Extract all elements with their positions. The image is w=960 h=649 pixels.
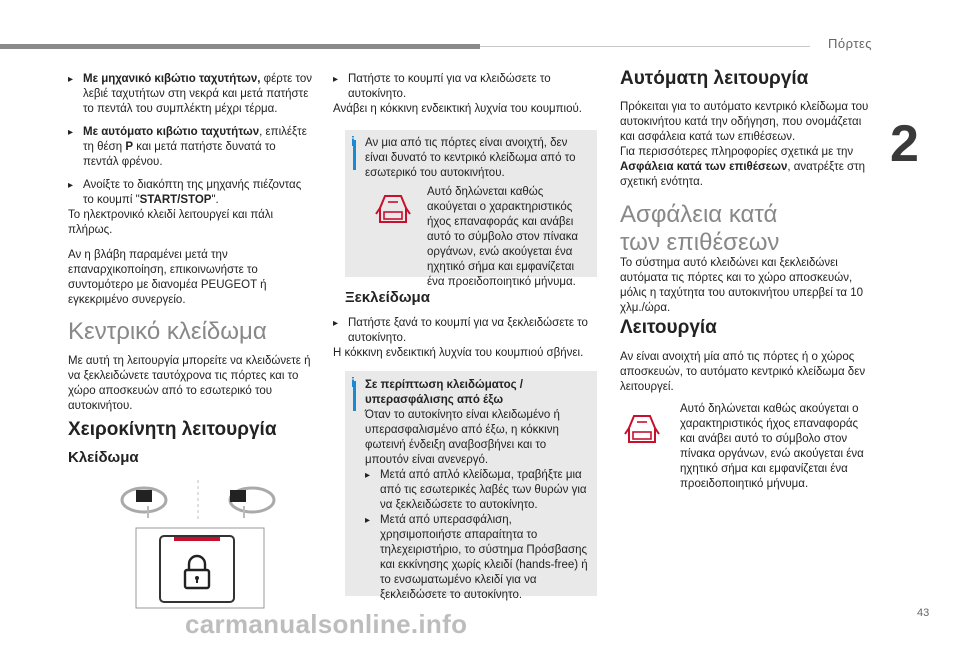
column-1 [68, 72, 313, 308]
bullet-icon: ▸ [68, 180, 74, 191]
steering-wheel-icon [230, 488, 274, 518]
heading-anti-attack-safety: Ασφάλεια κατά των επιθέσεων [620, 201, 780, 256]
watermark: carmanualsonline.info [185, 609, 468, 639]
car-door-warning-icon [375, 192, 411, 228]
heading-operation: Λειτουργία [620, 317, 717, 338]
body-text: Το ηλεκτρονικό κλειδί λειτουργεί και πάλι πλήρως. [68, 209, 274, 236]
bullet-icon: ▸ [365, 515, 371, 526]
bullet-icon: ▸ [68, 74, 74, 85]
column-2-top [333, 72, 595, 117]
operation-text: Αν είναι ανοιχτή μία από τις πόρτες ή ο χώρος αποσκευών, το αυτόματο κεντρικό κλείδωμα δεν λειτουργεί. [620, 351, 866, 393]
body-text: Αν η βλάβη παραμένει μετά την επαναρχικοποίηση, επικοινωνήστε το συντομότερο με διανομέα PEUGEOT ή εγκεκριμένο συνεργείο. [68, 249, 267, 306]
list-item: ▸ Με αυτόματο κιβώτιο ταχυτήτων, επιλέξτε τη θέση P και μετά πατήστε δυνατά το πεντάλ φρένου. [68, 126, 307, 168]
heading-automatic-operation: Αυτόματη λειτουργία [620, 68, 809, 89]
warning-text: Αυτό δηλώνεται καθώς ακούγεται ο χαρακτηριστικός ήχος επαναφοράς και ανάβει αυτό το σύμβολο στον πίνακα οργάνων, ενώ ακούγεται ένα ηχητικό σήμα και εμφανίζεται ένα προειδοποιητικό μήνυμα. [680, 403, 864, 490]
info-text: Αν μια από τις πόρτες είναι ανοιχτή, δεν είναι δυνατό το κεντρικό κλείδωμα από το εσωτερικό του αυτοκινήτου. [365, 137, 576, 179]
info-text: Όταν το αυτοκίνητο είναι κλειδωμένο ή υπερασφαλισμένο από έξω, η κόκκινη φωτεινή ένδειξη αναβοσβήνει και το μπουτόν είναι ανενεργό. [365, 409, 560, 466]
bullet-icon: ▸ [365, 470, 371, 481]
dashboard-illustration [110, 478, 290, 610]
automatic-text: Πρόκειται για το αυτόματο κεντρικό κλείδωμα του αυτοκινήτου κατά την οδήγηση, που ονομάζεται και ασφάλεια κατά των επιθέσεων. Για περισσότερες πληροφορίες σχετικά με την Ασφάλεια κατά των επιθέσεων, ανατρέξτε στη σχετική ενότητα. [620, 101, 869, 188]
bullet-icon: ▸ [333, 74, 339, 85]
warning-text: Αυτό δηλώνεται καθώς ακούγεται ο χαρακτηριστικός ήχος επαναφοράς και ανάβει αυτό το σύμβολο στον πίνακα οργάνων, ενώ ακούγεται ένα ηχητικό σήμα και εμφανίζεται ένα προειδοποιητικό μήνυμα. [427, 186, 578, 288]
heading-unlocking: Ξεκλείδωμα [345, 289, 430, 306]
heading-central-locking: Κεντρικό κλείδωμα [68, 318, 267, 345]
body-text: Ανάβει η κόκκινη ενδεικτική λυχνία του κουμπιού. [333, 103, 582, 115]
safety-text: Το σύστημα αυτό κλειδώνει και ξεκλειδώνει αυτόματα τις πόρτες και το χώρο αποσκευών, μόλις η ταχύτητα του αυτοκινήτου υπερβεί τα 10 χλμ./ώρα. [620, 257, 864, 314]
list-item: ▸ Πατήστε το κουμπί για να κλειδώσετε το αυτοκίνητο. [333, 73, 551, 100]
info-content [365, 378, 593, 603]
heading-locking: Κλείδωμα [68, 449, 139, 466]
central-locking-text: Με αυτή τη λειτουργία μπορείτε να κλειδώνετε ή να ξεκλειδώνετε ταυτόχρονα τις πόρτες και το χώρο αποσκευών από το εσωτερικό του αυτοκινήτου. [68, 355, 311, 412]
list-item: ▸ Πατήστε ξανά το κουμπί για να ξεκλειδώσετε το αυτοκίνητο. [333, 317, 588, 344]
body-text: Η κόκκινη ενδεικτική λυχνία του κουμπιού σβήνει. [333, 347, 584, 359]
bullet-icon: ▸ [333, 318, 339, 329]
list-item: ▸ Ανοίξτε το διακόπτη της μηχανής πιέζοντας το κουμπί "START/STOP". [68, 179, 302, 206]
info-title: Σε περίπτωση κλειδώματος / υπερασφάλισης από έξω [365, 379, 524, 406]
steering-wheel-icon [122, 488, 166, 518]
list-item: ▸ Μετά από απλό κλείδωμα, τραβήξτε μια από τις εσωτερικές λαβές των θυρών για να ξεκλειδώσετε το αυτοκίνητο. [365, 469, 587, 511]
chapter-number: 2 [890, 115, 919, 173]
car-door-warning-icon [624, 412, 660, 448]
info-box [345, 371, 597, 601]
bullet-icon: ▸ [68, 127, 74, 138]
list-item: ▸ Με μηχανικό κιβώτιο ταχυτήτων, φέρτε τον λεβιέ ταχυτήτων στη νεκρά και μετά πατήστε το πεντάλ του συμπλέκτη μέχρι τέρμα. [68, 73, 313, 115]
info-box [345, 130, 597, 288]
column-2-mid [333, 316, 595, 361]
heading-manual-operation: Χειροκίνητη λειτουργία [68, 419, 277, 440]
list-item: ▸ Μετά από υπερασφάλιση, χρησιμοποιήστε απαραίτητα το τηλεχειριστήριο, το σύστημα Πρόσβασης και εκκίνησης χωρίς κλειδί (hands-free) ή το ενσωματωμένο κλειδί για να ξεκλειδώσετε το αυτοκίνητο. [365, 514, 588, 601]
page-number: 43 [917, 607, 930, 619]
section-title: Πόρτες [828, 36, 873, 51]
header-bar [0, 44, 480, 49]
header-rule [480, 46, 810, 47]
info-icon: i [351, 133, 355, 149]
info-icon: i [351, 374, 355, 390]
